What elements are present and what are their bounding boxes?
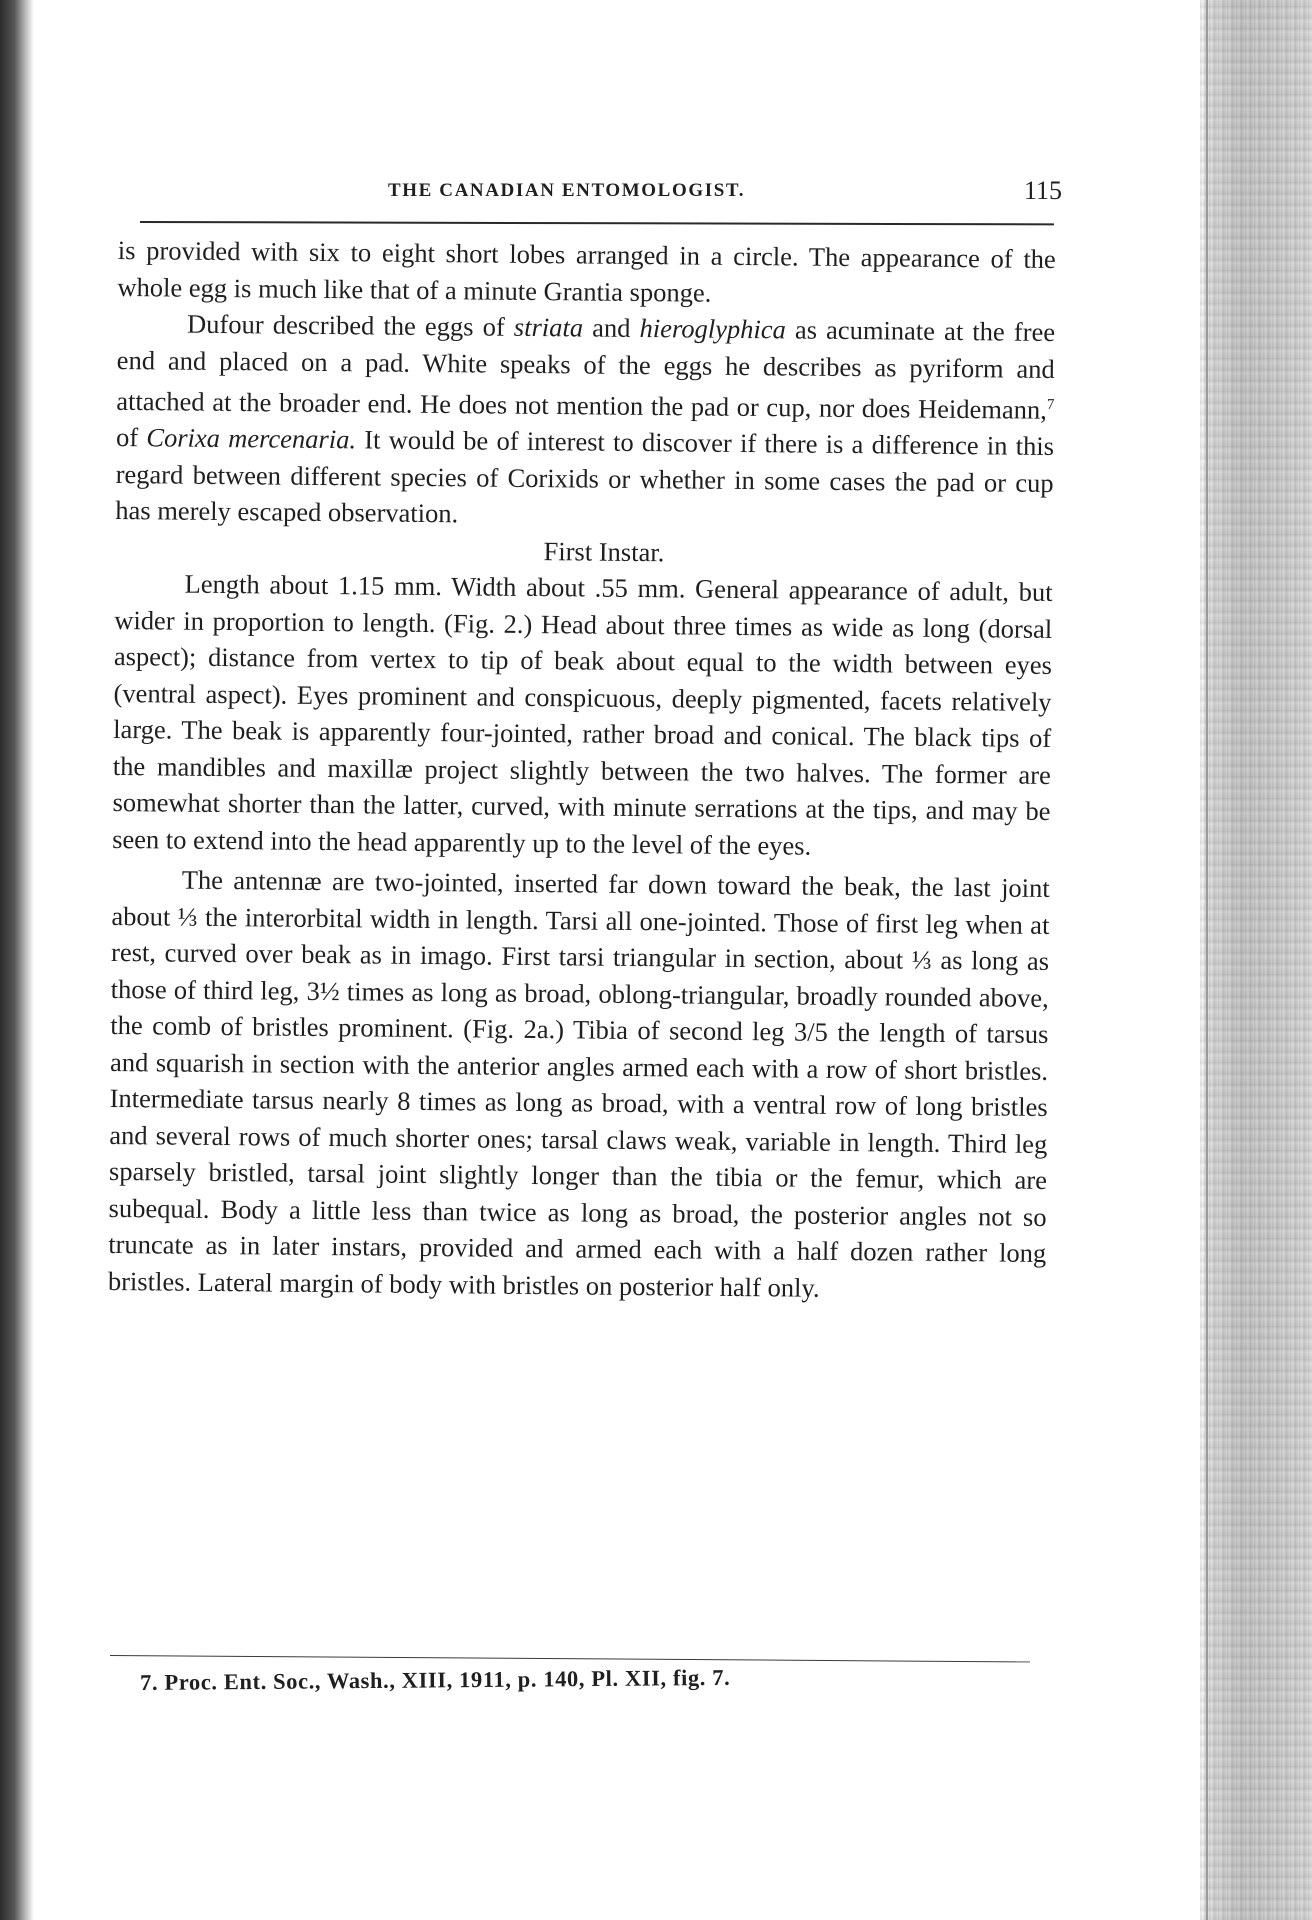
paragraph-dufour-text: Dufour described the eggs of [186,308,515,342]
body-text [108,232,1056,1308]
paragraph-dufour-text: and [582,312,640,344]
species-hieroglyphica: hieroglyphica [639,313,786,345]
running-head: THE CANADIAN ENTOMOLOGIST. [388,180,746,201]
paragraph-egg-lobes: is provided with six to eight short lobes arranged in a circle. The appearance of the whole egg is much like that of a minute Grantia sponge. [117,234,1056,308]
species-striata: striata [513,311,584,343]
paragraph-dufour [115,305,1055,538]
header-rule [140,221,1054,225]
paragraph-dufour-text: of [115,422,147,453]
page-edge-stack [1200,0,1312,1920]
page-binding-shadow [0,0,34,1920]
paragraph-dufour-text: It would be of interest to discover if there is a difference in this regard between different species of Corixids or whether in some cases the pad or cup has merely escaped observation. [115,424,1055,529]
paragraph-dufour-text: as acuminate at the free end and placed on a pad. White speaks of the eggs he describes as pyriform and attached at the broader end. He does not mention the pad or cup, nor does Heidemann, [116,314,1056,425]
page-edge-line [1206,0,1208,1920]
paragraph-antennae: The antennæ are two-jointed, inserted far down toward the beak, the last joint about ⅓ the interorbital width in length. Tarsi all one-jointed. Those of first leg when at rest, curved over beak as in imago. First tarsi triangular in section, about ⅓ as long as those of third leg, 3½ times as long as broad, oblong-triangular, broadly rounded above, the comb of bristles prominent. (Fig. 2a.) Tibia of second leg 3/5 the length of tarsus and squarish in section with the anterior angles armed each with a row of short bristles. Intermediate tarsus nearly 8 times as long as broad, with a ventral row of long bristles and several rows of much shorter ones; tarsal claws weak, variable in length. Third leg sparsely bristled, tarsal joint slightly longer than the tibia or the femur, which are subequal. Body a little less than twice as long as broad, the posterior angles not so truncate as in later instars, provided and armed each with a half dozen rather long bristles. Lateral margin of body with bristles on posterior half only. [107,864,1050,1303]
footnote-ref: 7 [1046,396,1055,413]
section-heading-first-instar: First Instar. [543,535,665,568]
page-header [130,176,1062,216]
page-number: 115 [1023,176,1062,205]
footnote-rule [110,1655,1030,1662]
footnote: 7. Proc. Ent. Soc., Wash., XIII, 1911, p. 140, Pl. XII, fig. 7. [140,1664,731,1695]
species-corixa-mercenaria: Corixa mercenaria. [146,422,357,455]
paragraph-first-instar: Length about 1.15 mm. Width about .55 mm. General appearance of adult, but wider in proportion to length. (Fig. 2.) Head about three times as wide as long (dorsal aspect); distance from vertex to tip of beak about equal to the width between eyes (ventral aspect). Eyes prominent and conspicuous, deeply pigmented, facets relatively large. The beak is apparently four-jointed, rather broad and conical. The black tips of the mandibles and maxillæ project slightly between the two halves. The former are somewhat shorter than the latter, curved, with minute serrations at the tips, and may be seen to extend into the head apparently up to the level of the eyes. [112,568,1053,861]
